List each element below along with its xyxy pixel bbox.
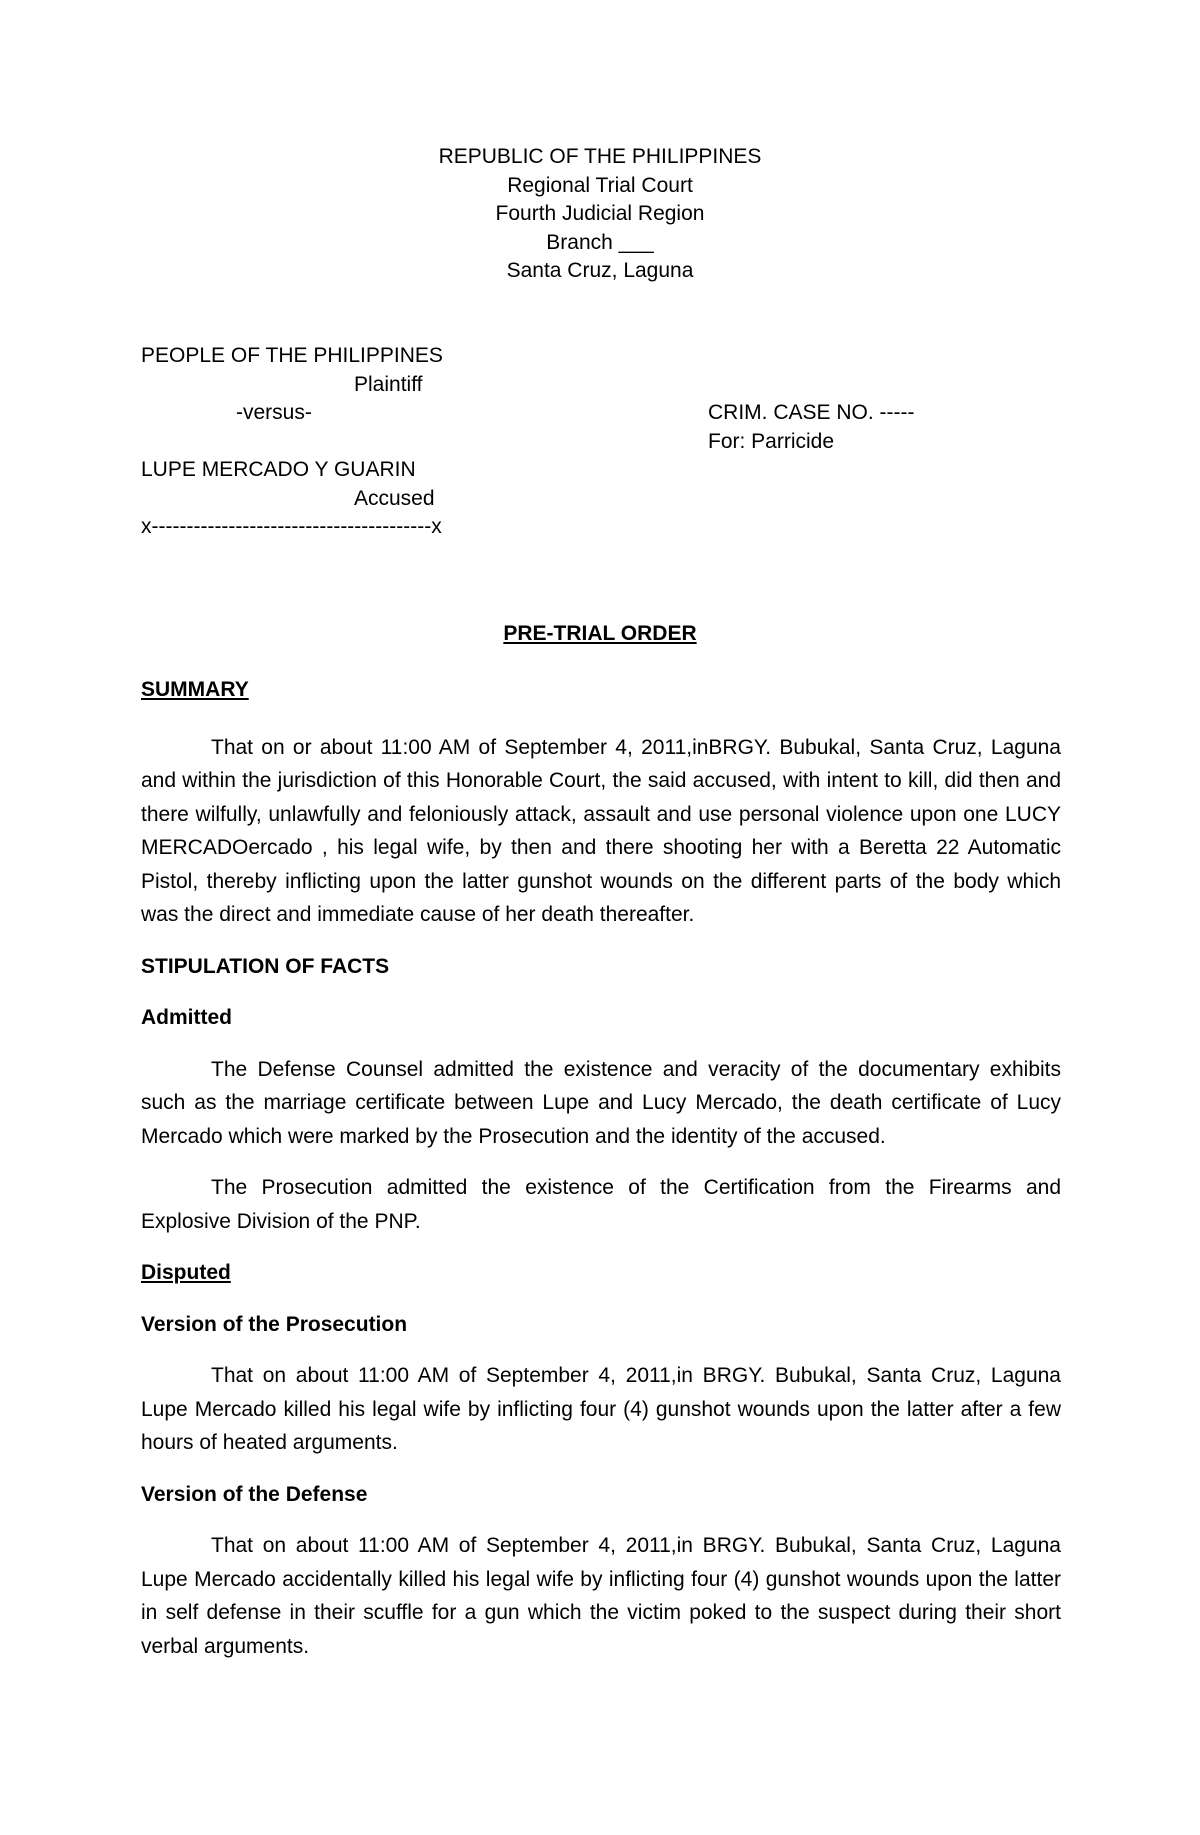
case-number: CRIM. CASE NO. ----- xyxy=(708,401,915,424)
prosecution-paragraph: That on about 11:00 AM of September 4, 2011,in BRGY. Bubukal, Santa Cruz, Laguna Lupe Mercado killed his legal wife by inflicting four (4) gunshot wounds upon the latter after a few hours of heated arguments. xyxy=(141,1364,1061,1454)
caption-spacer xyxy=(141,428,1061,457)
header-region: Fourth Judicial Region xyxy=(495,202,705,225)
spacer xyxy=(141,983,1061,1001)
accused-name: LUPE MERCADO Y GUARIN xyxy=(141,458,416,481)
court-header xyxy=(0,143,1200,286)
case-offense: For: Parricide xyxy=(708,429,835,453)
document-title: PRE-TRIAL ORDER xyxy=(503,622,697,645)
admitted-paragraph-2: The Prosecution admitted the existence of the Certification from the Firearms and Explosive Division of the PNP. xyxy=(141,1176,1061,1233)
spacer xyxy=(141,1511,1061,1529)
spacer xyxy=(141,1153,1061,1171)
admitted-heading: Admitted xyxy=(141,1006,232,1029)
plaintiff-name: PEOPLE OF THE PHILIPPINES xyxy=(141,344,443,367)
prosecution-heading: Version of the Prosecution xyxy=(141,1312,408,1336)
spacer xyxy=(141,1460,1061,1478)
header-court: Regional Trial Court xyxy=(507,173,693,197)
spacer xyxy=(141,1238,1061,1256)
spacer xyxy=(141,932,1061,950)
header-location: Santa Cruz, Laguna xyxy=(506,259,694,282)
admitted-paragraph-1: The Defense Counsel admitted the existence and veracity of the documentary exhibits such as the marriage certificate between Lupe and Lucy Mercado, the death certificate of Lucy Mercado which were marked by the Prosecution and the identity of the accused. xyxy=(141,1057,1061,1148)
spacer xyxy=(141,1341,1061,1359)
summary-heading: SUMMARY xyxy=(141,678,249,701)
case-info xyxy=(708,399,914,456)
header-branch: Branch ___ xyxy=(546,230,654,254)
versus-label: -versus- xyxy=(236,401,312,424)
header-republic: REPUBLIC OF THE PHILIPPINES xyxy=(438,145,762,168)
caption-separator: x----------------------------------------x xyxy=(141,515,442,538)
defense-heading: Version of the Defense xyxy=(141,1482,368,1506)
plaintiff-label: Plaintiff xyxy=(354,372,423,396)
summary-paragraph: That on or about 11:00 AM of September 4, 2011,inBRGY. Bubukal, Santa Cruz, Laguna and within the jurisdiction of this Honorable Court, the said accused, with intent to kill, did then and there wilfully, unlawfully and feloniously attack, assault and use personal violence upon one LUCY MERCADOercado , his legal wife, by then and there shooting her with a Beretta 22 Automatic Pistol, thereby inflicting upon the latter gunshot wounds on the different parts of the body which was the direct and immediate cause of her death thereafter. xyxy=(141,735,1061,926)
disputed-heading: Disputed xyxy=(141,1261,231,1284)
defense-paragraph: That on about 11:00 AM of September 4, 2011,in BRGY. Bubukal, Santa Cruz, Laguna Lupe Mercado accidentally killed his legal wife by inflicting four (4) gunshot wounds upon the latter in self defense in their scuffle for a gun which the victim poked to the suspect during their short verbal arguments. xyxy=(141,1534,1061,1658)
case-caption xyxy=(141,342,1061,542)
spacer xyxy=(141,1035,1061,1053)
document-body xyxy=(141,673,1061,1663)
stipulation-heading: STIPULATION OF FACTS xyxy=(141,954,390,978)
accused-label: Accused xyxy=(354,486,435,510)
spacer xyxy=(141,1290,1061,1308)
